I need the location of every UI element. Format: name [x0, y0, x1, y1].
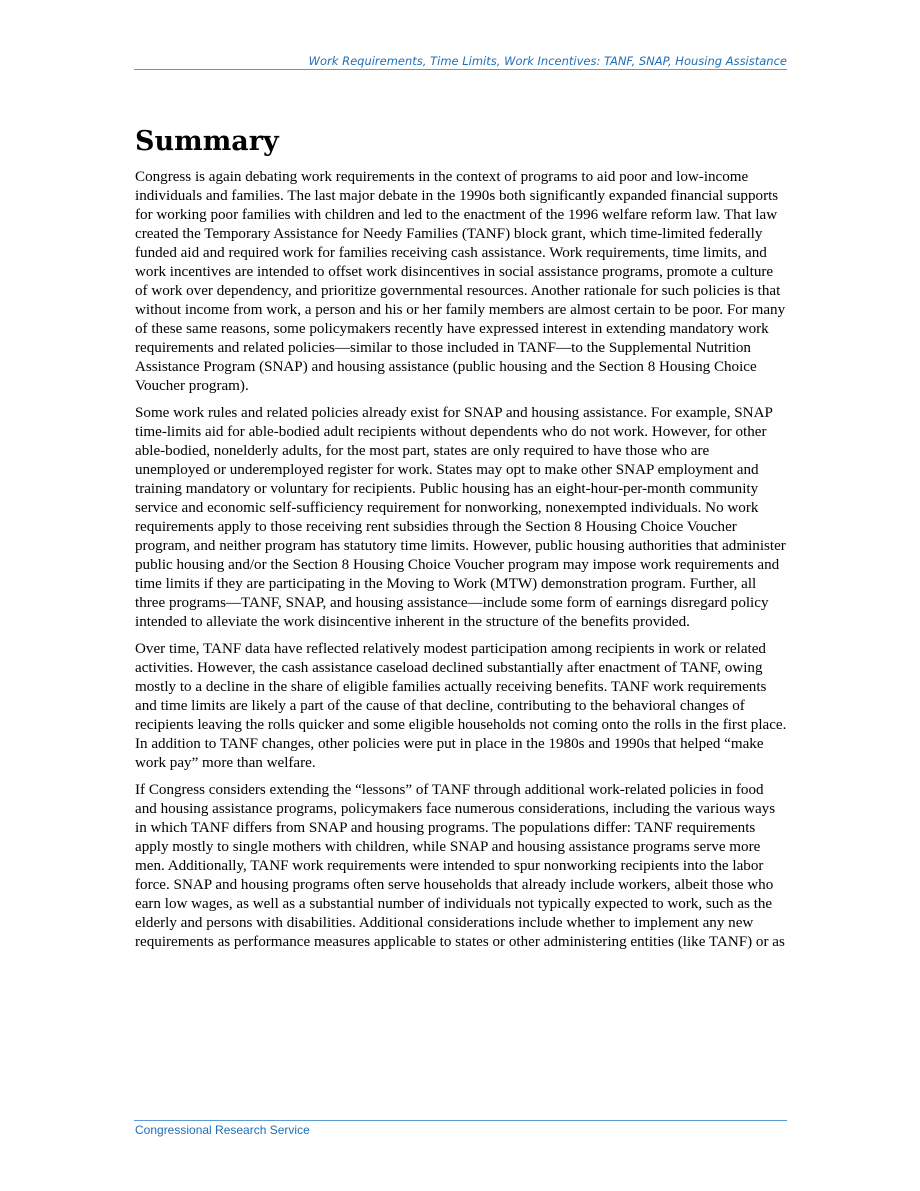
- footer-publisher: Congressional Research Service: [135, 1123, 310, 1137]
- paragraph-4: If Congress considers extending the “lessons” of TANF through additional work-related policies in food and housing assistance programs, policymakers face numerous considerations, including the various ways in which TANF differs from SNAP and housing programs. The populations differ: TANF requirements apply mostly to single mothers with children, while SNAP and housing assistance programs serve more men. Additionally, TANF work requirements were intended to spur nonworking recipients into the labor force. SNAP and housing programs often serve households that already include workers, albeit those who earn low wages, as well as a substantial number of individuals not typically expected to work, such as the elderly and persons with disabilities. Additional considerations include whether to implement any new requirements as performance measures applicable to states or other administering entities (like TANF) or as: [135, 782, 785, 950]
- header-divider: [134, 69, 787, 70]
- paragraph-1: Congress is again debating work requirements in the context of programs to aid poor and low-income individuals and families. The last major debate in the 1990s both significantly expanded financial supports for working poor families with children and led to the enactment of the 1996 welfare reform law. That law created the Temporary Assistance for Needy Families (TANF) block grant, which time-limited federally funded aid and required work for families receiving cash assistance. Work requirements, time limits, and work incentives are intended to offset work disincentives in social assistance programs, promote a culture of work over dependency, and prioritize governmental resources. Another rationale for such policies is that without income from work, a person and his or her family members are almost certain to be poor. For many of these same reasons, some policymakers recently have expressed interest in extending mandatory work requirements and related policies—similar to those included in TANF—to the Supplemental Nutrition Assistance Program (SNAP) and housing assistance (public housing and the Section 8 Housing Choice Voucher program).: [135, 169, 786, 394]
- summary-body: [135, 168, 787, 960]
- paragraph-3: Over time, TANF data have reflected relatively modest participation among recipients in work or related activities. However, the cash assistance caseload declined substantially after enactment of TANF, owing mostly to a decline in the share of eligible families actually receiving benefits. TANF work requirements and time limits are likely a part of the cause of that decline, contributing to the behavioral changes of recipients leaving the rolls quicker and some eligible households not coming onto the rolls in the first place. In addition to TANF changes, other policies were put in place in the 1980s and 1990s that helped “make work pay” more than welfare.: [135, 641, 787, 771]
- running-header-title: Work Requirements, Time Limits, Work Incentives: TANF, SNAP, Housing Assistance: [308, 54, 787, 68]
- paragraph-2: Some work rules and related policies already exist for SNAP and housing assistance. For example, SNAP time-limits aid for able-bodied adult recipients without dependents who do not work. However, for other able-bodied, nonelderly adults, for the most part, states are only required to have those who are unemployed or underemployed register for work. States may opt to make other SNAP employment and training mandatory or voluntary for recipients. Public housing has an eight-hour-per-month community service and economic self-sufficiency requirement for nonworking, nonexempted individuals. No work requirements apply to those receiving rent subsidies through the Section 8 Housing Choice Voucher program, and neither program has statutory time limits. However, public housing authorities that administer public housing and/or the Section 8 Housing Choice Voucher program may impose work requirements and time limits if they are participating in the Moving to Work (MTW) demonstration program. Further, all three programs—TANF, SNAP, and housing assistance—include some form of earnings disregard policy intended to alleviate the work disincentive inherent in the structure of the benefits provided.: [135, 405, 786, 630]
- section-title: Summary: [135, 126, 279, 157]
- footer-divider: [134, 1120, 787, 1121]
